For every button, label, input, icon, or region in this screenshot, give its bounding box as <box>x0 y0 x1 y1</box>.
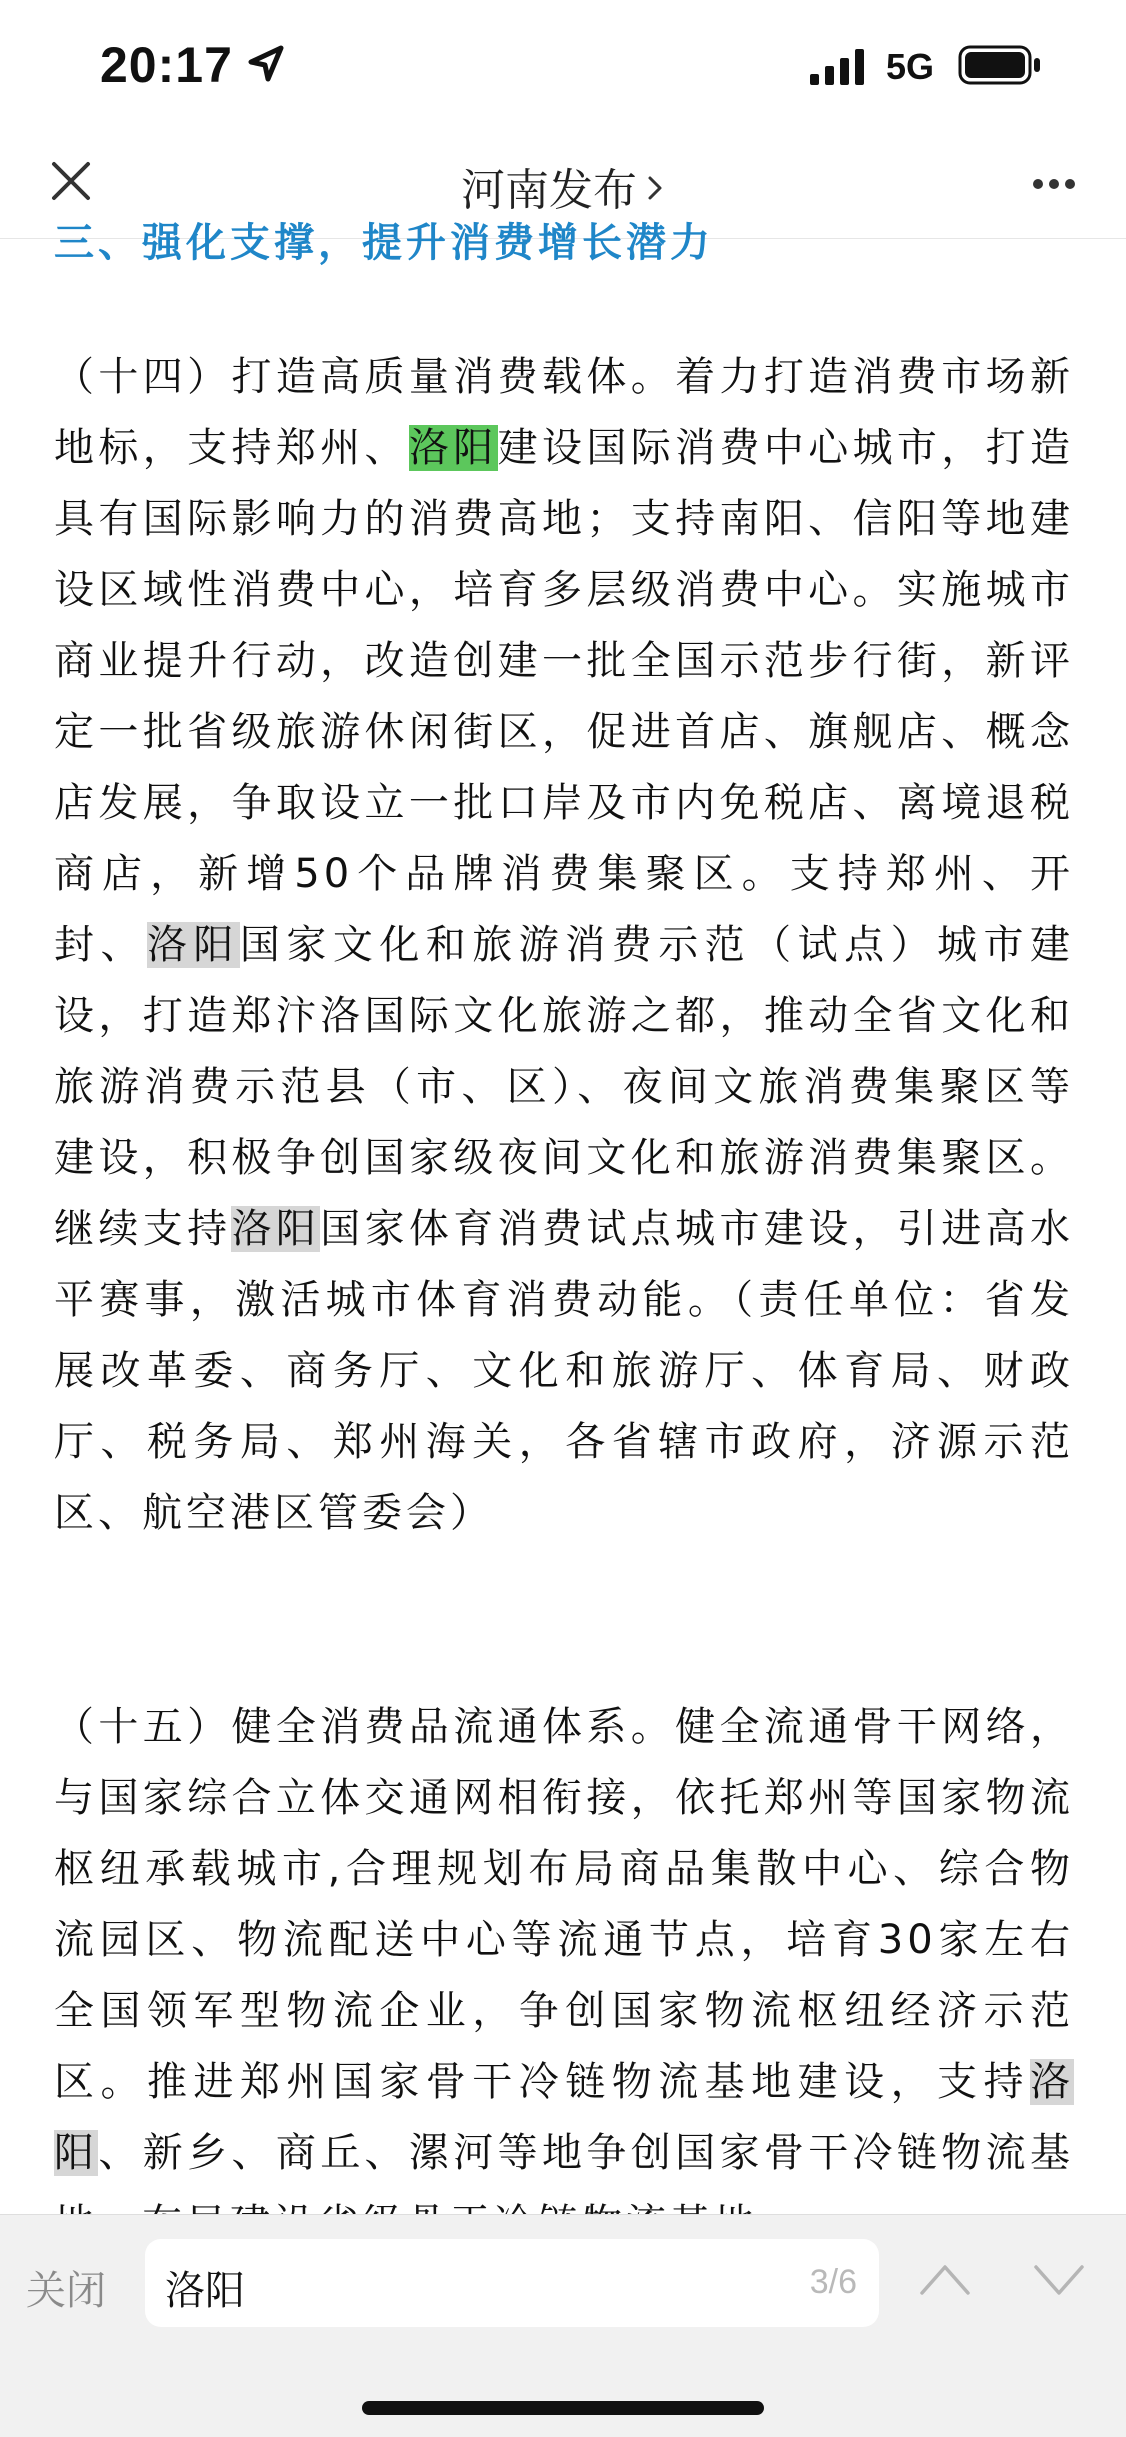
status-bar <box>0 0 1126 130</box>
article-content[interactable] <box>0 220 1126 2214</box>
network-type: 5G <box>886 46 935 87</box>
search-match: 洛阳 <box>54 2059 1074 2176</box>
paragraph-text: 国家文化和旅游消费示范（试点）城市建设，打造郑汴洛国际文化旅游之都，推动全省文化和旅游消费示范县（市、区）、夜间文旅消费集聚区等建设，积极争创国家级夜间文化和旅游消费集聚区。继续支持 <box>54 922 1075 1252</box>
close-find-button[interactable]: 关闭 <box>26 2268 106 2314</box>
chevron-up-icon[interactable] <box>918 2259 972 2299</box>
search-match: 洛阳 <box>146 922 240 968</box>
match-count: 3/6 <box>809 2263 857 2301</box>
paragraph-text: 建设国际消费中心城市，打造具有国际影响力的消费高地；支持南阳、信阳等地建设区域性消费中心，培育多层级消费中心。实施城市商业提升行动，改造创建一批全国示范步行街，新评定一批省级旅游休闲街区，促进首店、旗舰店、概念店发展，争取设立一批口岸及市内免税店、离境退税商店，新增50个品牌消费集聚区。支持郑州、开封、 <box>54 425 1075 968</box>
paragraph-14 <box>54 342 1074 1549</box>
paragraph-text: （十四）打造高质量消费载体。着力打造消费市场新地标，支持郑州、 <box>54 354 1074 471</box>
paragraph-text: 、新乡、商丘、漯河等地争创国家骨干冷链物流基 <box>98 2130 1075 2176</box>
find-in-page-bar <box>0 2214 1126 2437</box>
chevron-down-icon[interactable] <box>1032 2259 1086 2299</box>
chevron-right-icon <box>645 175 665 201</box>
nav-title-link[interactable] <box>0 154 1126 218</box>
battery-icon <box>958 44 1042 86</box>
search-match: 洛阳 <box>231 1206 321 1252</box>
section-heading: 三、强化支撑，提升消费增长潜力 <box>54 220 714 266</box>
home-indicator <box>362 2401 764 2415</box>
search-query: 洛阳 <box>165 2268 245 2314</box>
search-input[interactable] <box>145 2239 879 2327</box>
more-icon[interactable] <box>1032 178 1076 190</box>
signal-bars-icon <box>808 48 870 86</box>
nav-title: 河南发布 <box>461 165 637 216</box>
paragraph-text: 国家体育消费试点城市建设，引进高水平赛事，激活城市体育消费动能。（责任单位：省发展改革委、商务厅、文化和旅游厅、体育局、财政厅、税务局、郑州海关，各省辖市政府，济源示范区、航空港区管委会） <box>54 1206 1075 1536</box>
location-arrow-icon <box>245 44 285 84</box>
current-search-match: 洛阳 <box>408 425 498 471</box>
status-time: 20:17 <box>100 37 233 93</box>
paragraph-text: （十五）健全消费品流通体系。健全流通骨干网络，与国家综合立体交通网相衔接，依托郑州等国家物流枢纽承载城市,合理规划布局商品集散中心、综合物流园区、物流配送中心等流通节点，培育30家左右全国领军型物流企业，争创国家物流枢纽经济示范区。推进郑州国家骨干冷链物流基地建设，支持 <box>54 1704 1074 2105</box>
paragraph-15 <box>54 1692 1074 2260</box>
